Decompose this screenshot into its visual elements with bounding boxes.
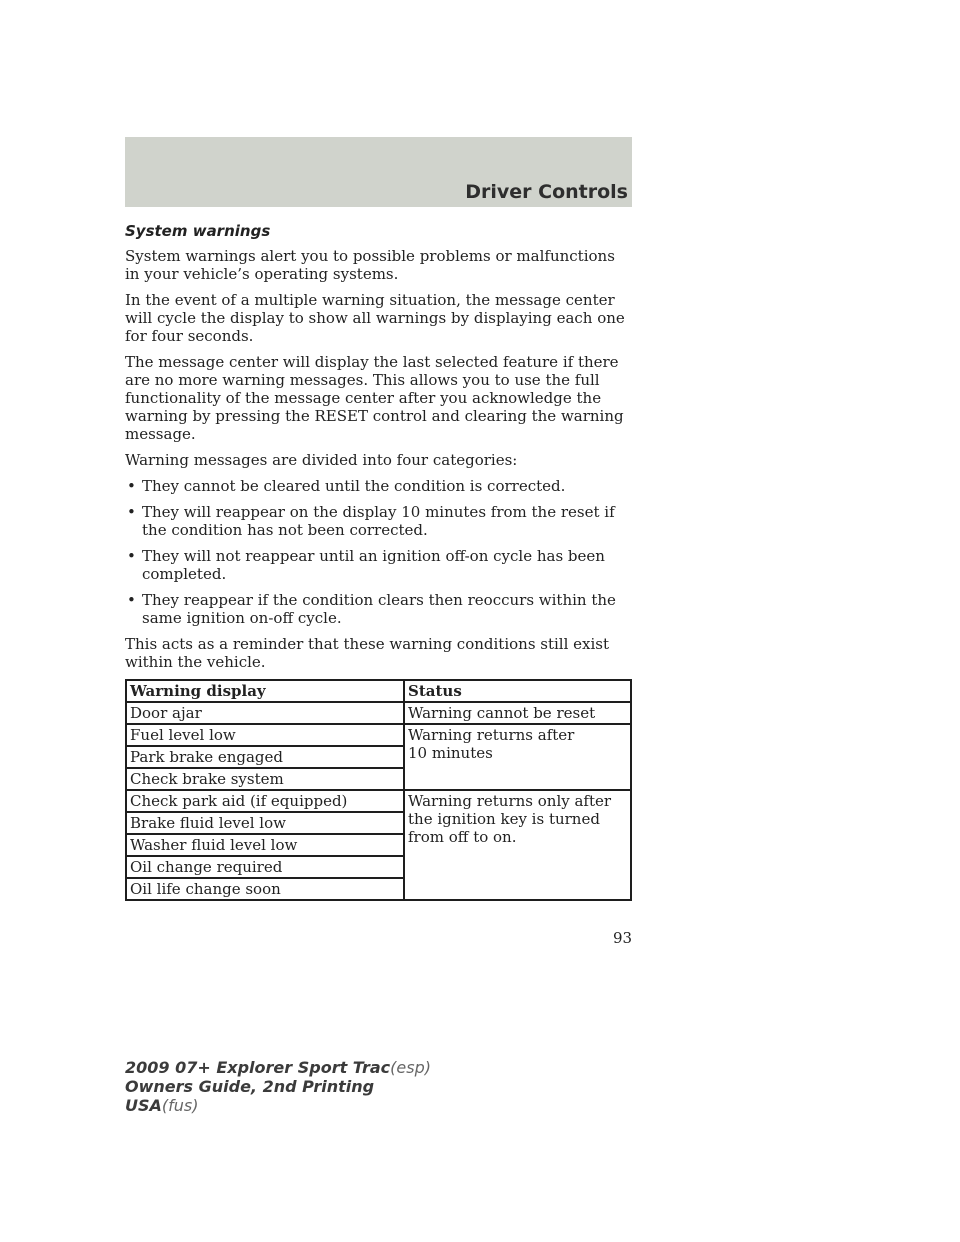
- footer-line: Owners Guide, 2nd Printing: [125, 1077, 375, 1096]
- warning-cell: Fuel level low: [126, 724, 404, 746]
- warning-cell: Check brake system: [126, 768, 404, 790]
- paragraph: Warning messages are divided into four categories:: [125, 451, 518, 469]
- warning-cell: Check park aid (if equipped): [126, 790, 404, 812]
- list-item: • They will reappear on the display 10 minutes from the reset if the condition has not been corrected.: [127, 503, 615, 539]
- warning-cell: Door ajar: [126, 702, 404, 724]
- chapter-title: Driver Controls: [465, 181, 628, 203]
- list-item: • They will not reappear until an ignition off-on cycle has been completed.: [127, 547, 605, 583]
- page-content: [125, 221, 632, 901]
- bullet-icon: •: [127, 477, 136, 495]
- status-cell: Warning returns after 10 minutes: [404, 724, 631, 790]
- paragraph: System warnings alert you to possible problems or malfunctions in your vehicle’s operating systems.: [125, 247, 615, 283]
- warning-cell: Brake fluid level low: [126, 812, 404, 834]
- paragraph: In the event of a multiple warning situation, the message center will cycle the display to show all warnings by displaying each one for four seconds.: [125, 291, 625, 345]
- document-footer: [125, 1058, 431, 1115]
- warning-cell: Park brake engaged: [126, 746, 404, 768]
- status-cell: Warning cannot be reset: [404, 702, 631, 724]
- paragraph: The message center will display the last selected feature if there are no more warning messages. This allows you to use the full functionality of the message center after you acknowledge the warning by pressing the RESET control and clearing the warning message.: [125, 353, 624, 443]
- table-row: [126, 724, 631, 746]
- warning-cell: Oil life change soon: [126, 878, 404, 900]
- category-list: [125, 477, 632, 627]
- chapter-header-bar: [125, 137, 632, 207]
- table-row: [126, 790, 631, 812]
- warning-table: [125, 679, 632, 901]
- bullet-icon: •: [127, 503, 136, 521]
- bullet-icon: •: [127, 547, 136, 565]
- warning-cell: Oil change required: [126, 856, 404, 878]
- section-title: System warnings: [125, 222, 271, 240]
- column-header-status: Status: [404, 680, 631, 702]
- status-cell: Warning returns only after the ignition key is turned from off to on.: [404, 790, 631, 900]
- column-header-warning: Warning display: [126, 680, 404, 702]
- table-header-row: [126, 680, 631, 702]
- page-number: 93: [613, 929, 633, 947]
- warning-cell: Washer fluid level low: [126, 834, 404, 856]
- footer-line: 2009 07+ Explorer Sport Trac(esp): [125, 1058, 431, 1077]
- bullet-icon: •: [127, 591, 136, 609]
- closing-paragraph: This acts as a reminder that these warning conditions still exist within the vehicle.: [125, 635, 610, 671]
- list-item: • They reappear if the condition clears then reoccurs within the same ignition on-off cycle.: [127, 591, 616, 627]
- table-row: [126, 702, 631, 724]
- footer-line: USA(fus): [125, 1096, 199, 1115]
- list-item: • They cannot be cleared until the condition is corrected.: [127, 477, 566, 495]
